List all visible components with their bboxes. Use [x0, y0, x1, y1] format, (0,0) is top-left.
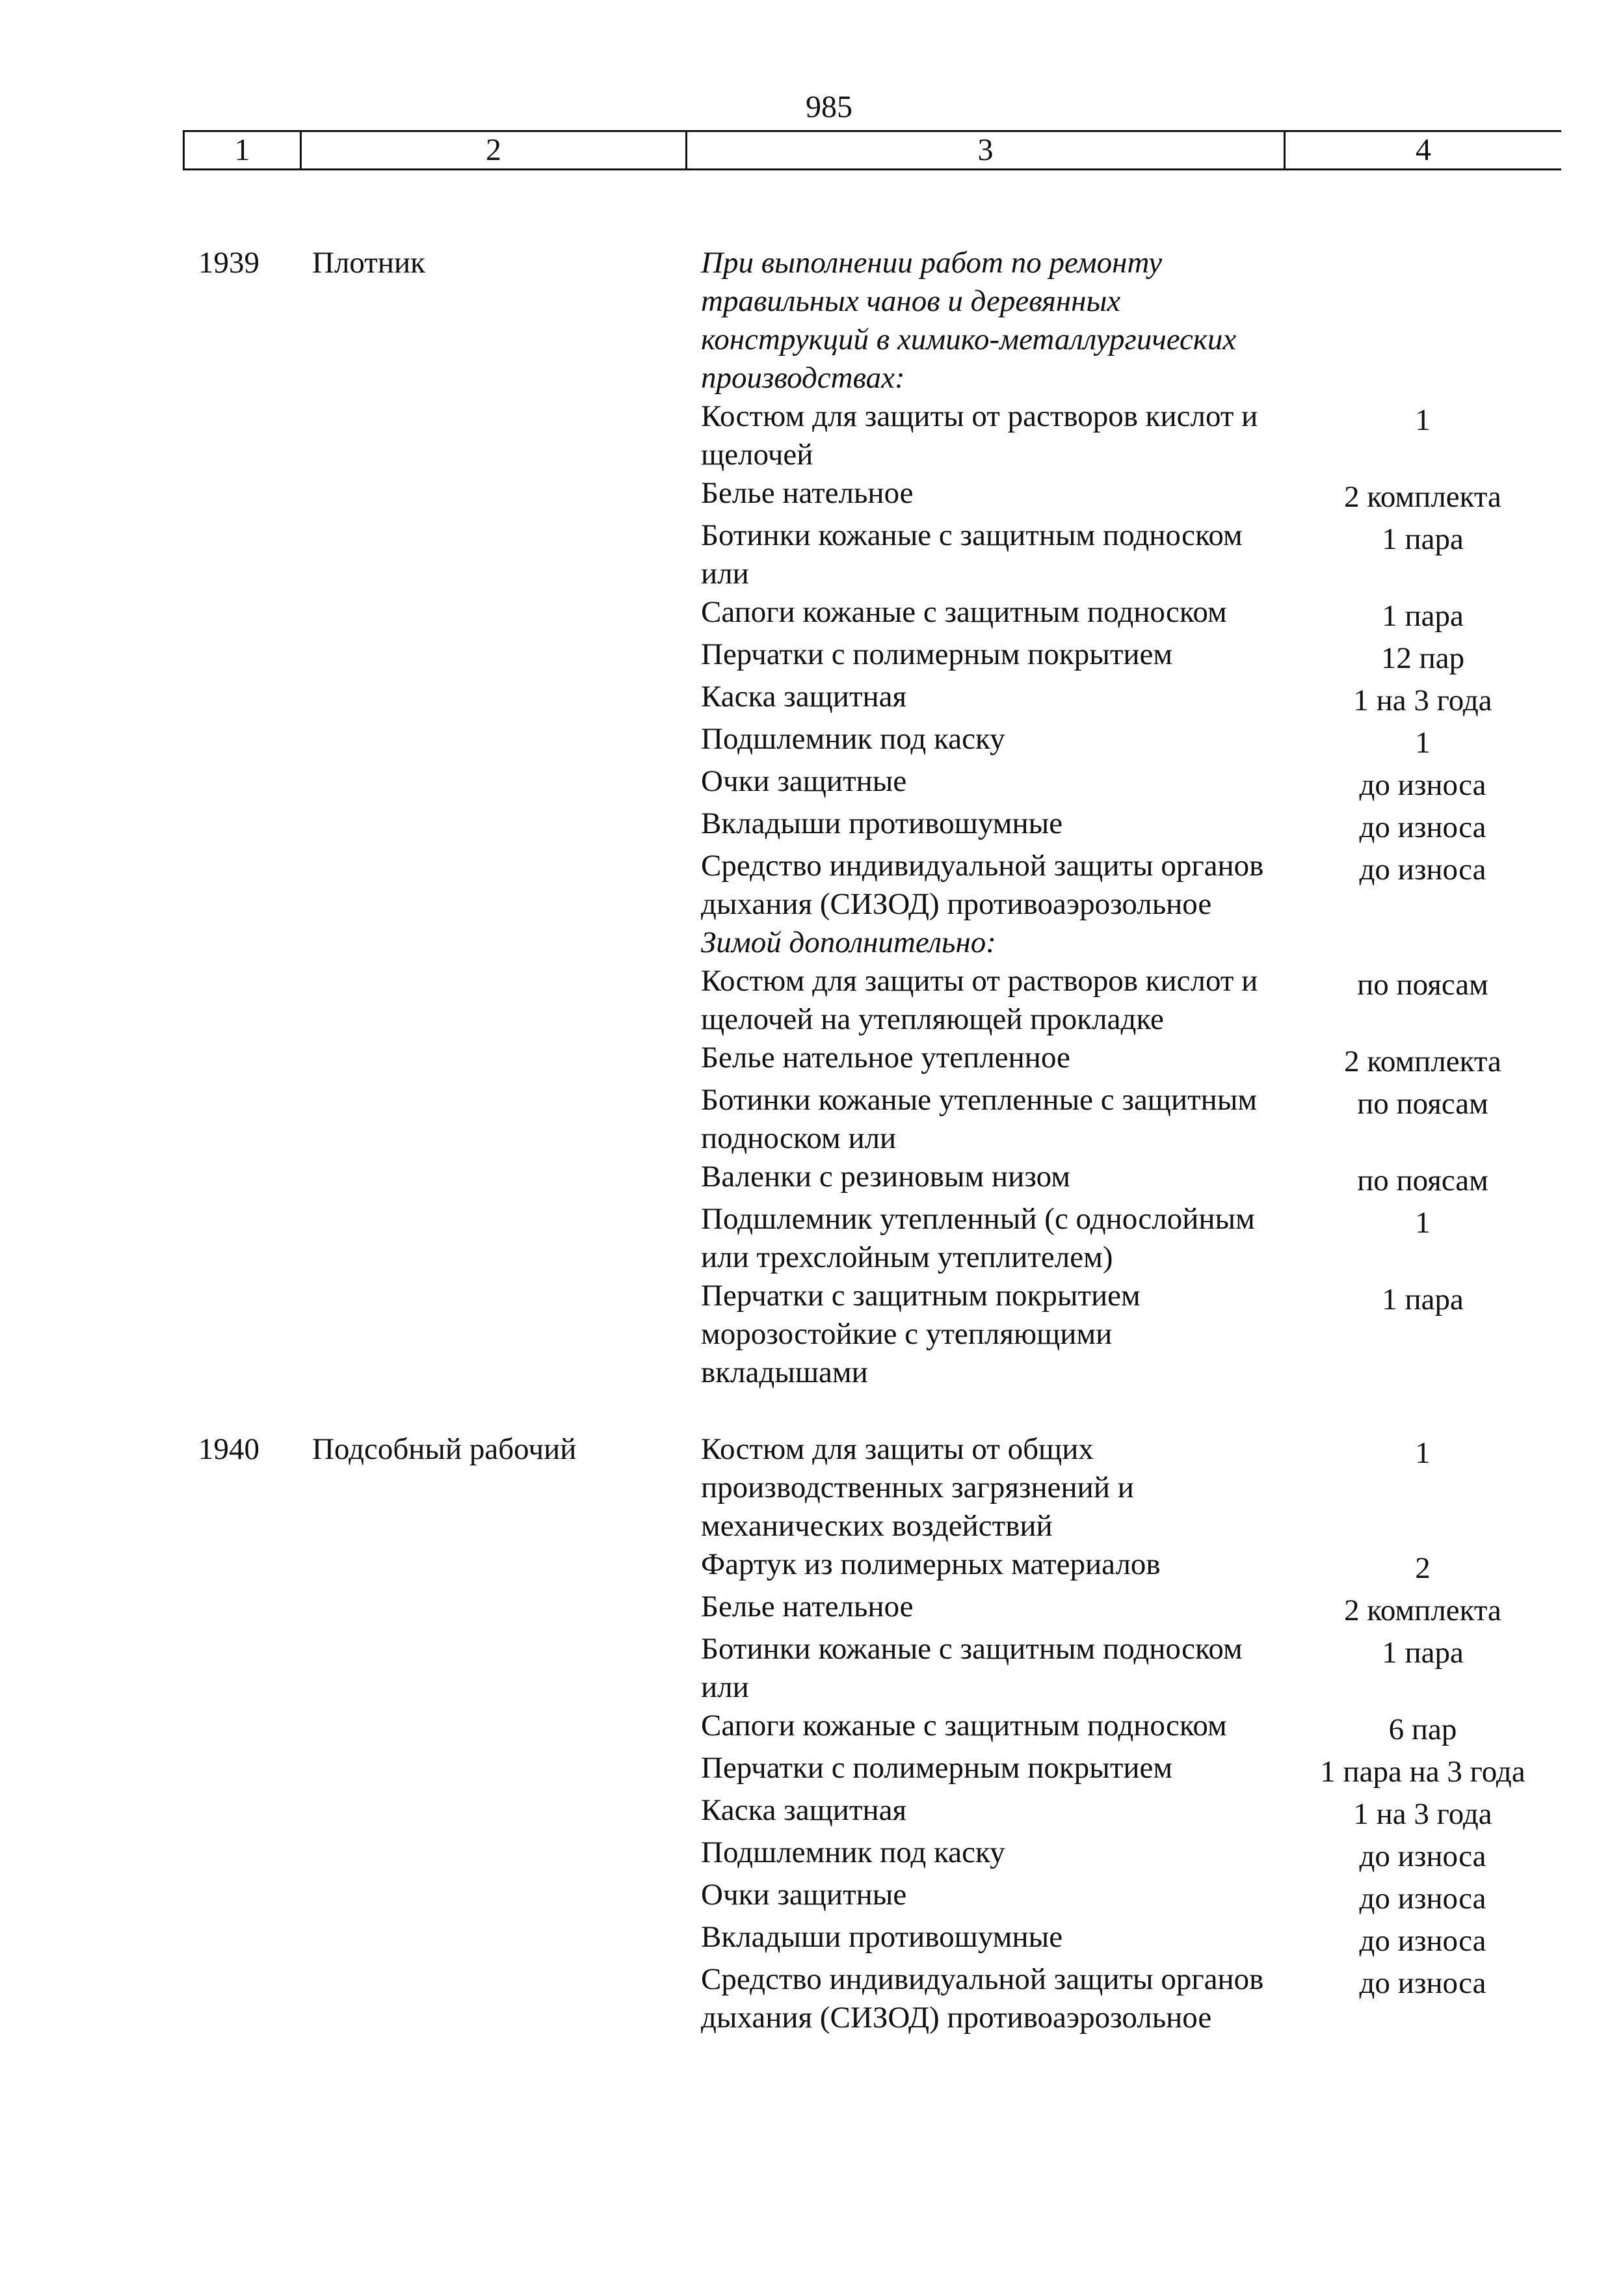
ppe-item [701, 762, 1623, 805]
ppe-item [701, 720, 1623, 762]
ppe-item-quantity: 2 комплекта [1344, 480, 1501, 514]
ppe-item-name: Сапоги кожаные с защитным подноском [701, 1709, 1227, 1742]
ppe-item [701, 1918, 1623, 1960]
ppe-item-name: Вкладыши противошумные [701, 1920, 1063, 1954]
entry-number: 1940 [198, 1432, 259, 1466]
ppe-item-quantity: 2 комплекта [1344, 1594, 1501, 1627]
ppe-item [701, 516, 1623, 593]
ppe-item-name: Сапоги кожаные с защитным подноском [701, 595, 1227, 629]
ppe-item-quantity: 1 [1415, 726, 1431, 760]
ppe-item-quantity [1286, 924, 1559, 962]
ppe-item-name: Перчатки с полимерным покрытием [701, 1751, 1173, 1785]
ppe-item-name: Белье нательное утепленное [701, 1041, 1070, 1075]
ppe-item [701, 1630, 1623, 1707]
ppe-item-quantity: 1 на 3 года [1353, 1797, 1492, 1831]
ppe-item-quantity: 1 пара [1382, 1283, 1464, 1316]
ppe-item-name: Костюм для защиты от общих производственных загрязнений и механических воздействий [701, 1432, 1134, 1543]
ppe-item [701, 1960, 1623, 2037]
ppe-item-name: Подшлемник под каску [701, 722, 1005, 756]
ppe-item [701, 962, 1623, 1039]
ppe-item-quantity: 2 [1415, 1551, 1431, 1585]
ppe-item-name: При выполнении работ по ремонту травильных чанов и деревянных конструкций в химико-металлургических производствах: [701, 246, 1237, 395]
ppe-item [701, 1707, 1623, 1749]
ppe-item-name: Белье нательное [701, 1590, 914, 1623]
section-caption [701, 924, 1623, 962]
ppe-item-name: Подшлемник утепленный (с однослойным или трехслойным утеплителем) [701, 1202, 1255, 1274]
ppe-item [701, 1749, 1623, 1791]
ppe-item [701, 1039, 1623, 1081]
entry-number: 1939 [198, 246, 259, 280]
column-header-3: 3 [687, 132, 1286, 168]
ppe-item-list [701, 244, 1623, 1392]
ppe-item [701, 1791, 1623, 1834]
ppe-item-name: Костюм для защиты от растворов кислот и щелочей [701, 399, 1258, 472]
column-header-4: 4 [1416, 133, 1431, 167]
ppe-item-quantity: 1 пара [1382, 599, 1464, 633]
ppe-item-name: Фартук из полимерных материалов [701, 1547, 1161, 1581]
ppe-item-quantity: до износа [1359, 810, 1486, 844]
ppe-item-name: Костюм для защиты от растворов кислот и щелочей на утепляющей прокладке [701, 964, 1258, 1036]
ppe-item [701, 1081, 1623, 1158]
column-header-2: 2 [302, 132, 687, 168]
ppe-item-name: Очки защитные [701, 764, 907, 798]
ppe-item-quantity: 2 комплекта [1344, 1045, 1501, 1078]
norms-table-body [0, 244, 1623, 2037]
ppe-item-quantity: по поясам [1357, 1164, 1488, 1197]
ppe-item-name: Очки защитные [701, 1878, 907, 1912]
ppe-item [701, 635, 1623, 678]
ppe-item-name: Ботинки кожаные утепленные с защитным подноском или [701, 1083, 1258, 1155]
ppe-item-quantity: до износа [1359, 1882, 1486, 1916]
ppe-item-name: Подшлемник под каску [701, 1835, 1005, 1869]
ppe-item-quantity: 1 пара [1382, 1636, 1464, 1670]
ppe-item-quantity: 6 пар [1388, 1713, 1457, 1746]
ppe-item-quantity: до износа [1359, 1839, 1486, 1873]
ppe-item-quantity: 1 на 3 года [1353, 684, 1492, 717]
ppe-item-name: Перчатки с защитным покрытием морозостойкие с утепляющими вкладышами [701, 1279, 1141, 1389]
profession-name: Плотник [312, 246, 425, 280]
ppe-item-name: Ботинки кожаные с защитным подноском или [701, 1632, 1243, 1704]
ppe-item-quantity: 12 пар [1380, 641, 1465, 675]
ppe-item [701, 1834, 1623, 1876]
ppe-item-quantity: 1 [1415, 1436, 1431, 1470]
ppe-item-quantity: до износа [1359, 853, 1486, 887]
ppe-item-name: Перчатки с полимерным покрытием [701, 637, 1173, 671]
ppe-item-quantity: 1 [1415, 1206, 1431, 1240]
ppe-item-quantity: 1 [1415, 403, 1431, 437]
column-header-1: 1 [183, 132, 302, 168]
ppe-item-quantity [1286, 244, 1559, 397]
ppe-item [701, 678, 1623, 720]
ppe-item-name: Средство индивидуальной защиты органов дыхания (СИЗОД) противоаэрозольное [701, 1962, 1264, 2035]
ppe-item [701, 474, 1623, 516]
ppe-item [701, 1588, 1623, 1630]
ppe-item-quantity: по поясам [1357, 968, 1488, 1002]
ppe-item-quantity: 1 пара [1382, 522, 1464, 556]
ppe-item [701, 1545, 1623, 1588]
ppe-item [701, 1200, 1623, 1277]
ppe-item [701, 1277, 1623, 1392]
ppe-item-name: Средство индивидуальной защиты органов дыхания (СИЗОД) противоаэрозольное [701, 849, 1264, 921]
ppe-item [701, 1158, 1623, 1200]
table-entry [0, 1430, 1623, 2037]
ppe-item-quantity: по поясам [1357, 1087, 1488, 1121]
ppe-item-name: Белье нательное [701, 476, 914, 510]
ppe-item-list [701, 1430, 1623, 2037]
table-entry [0, 244, 1623, 1392]
ppe-item [701, 593, 1623, 635]
ppe-item-quantity: 1 пара на 3 года [1320, 1755, 1525, 1789]
ppe-item-name: Валенки с резиновым низом [701, 1160, 1070, 1194]
ppe-item [701, 397, 1623, 474]
page-number: 985 [806, 90, 852, 124]
ppe-item-name: Вкладыши противошумные [701, 807, 1063, 840]
ppe-item-quantity: до износа [1359, 1924, 1486, 1958]
ppe-item [701, 847, 1623, 924]
profession-name: Подсобный рабочий [312, 1432, 577, 1466]
ppe-item-quantity: до износа [1359, 768, 1486, 802]
section-caption [701, 244, 1623, 397]
ppe-item-name: Каска защитная [701, 1793, 907, 1827]
column-header-row [183, 130, 1561, 170]
ppe-item-name: Ботинки кожаные с защитным подноском или [701, 518, 1243, 591]
ppe-item-name: Каска защитная [701, 680, 907, 714]
ppe-item-name: Зимой дополнительно: [701, 926, 996, 959]
ppe-item-quantity: до износа [1359, 1966, 1486, 2000]
ppe-item [701, 1876, 1623, 1918]
ppe-item [701, 1430, 1623, 1545]
ppe-item [701, 805, 1623, 847]
